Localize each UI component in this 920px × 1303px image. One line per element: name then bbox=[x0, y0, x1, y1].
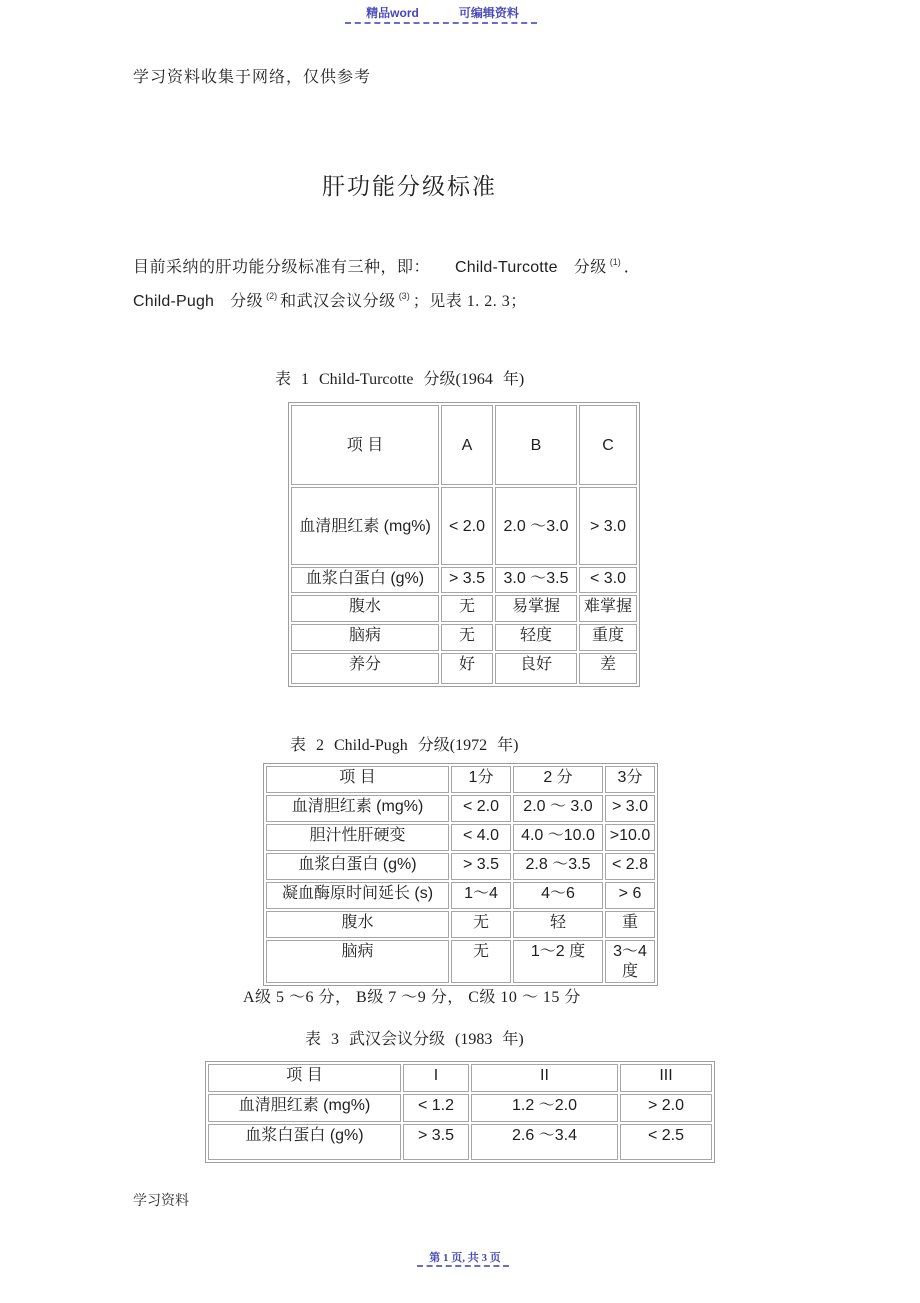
header-watermark bbox=[345, 4, 540, 21]
table-cell: 血浆白蛋白 (g%) bbox=[266, 853, 449, 880]
table-cell: < 2.0 bbox=[451, 795, 511, 822]
text-run: ；见表 1. 2. 3； bbox=[412, 293, 527, 310]
table-cell: 血浆白蛋白 (g%) bbox=[208, 1124, 401, 1160]
text-run: 目前采纳的肝功能分级标准有三种，即： bbox=[133, 259, 456, 276]
table-cell: 项 目 bbox=[266, 766, 449, 793]
superscript-ref: (2) bbox=[266, 291, 278, 301]
table-cell: > 3.5 bbox=[403, 1124, 469, 1160]
table-cell: < 2.5 bbox=[620, 1124, 712, 1160]
table-cell: < 3.0 bbox=[579, 567, 637, 593]
table-cell: 脑病 bbox=[291, 624, 439, 651]
table-cell: > 2.0 bbox=[620, 1094, 712, 1122]
table-row bbox=[291, 595, 637, 622]
text-run: ． bbox=[623, 259, 641, 276]
table-cell: II bbox=[471, 1064, 618, 1092]
table-cell: 4.0 ～10.0 bbox=[513, 824, 603, 851]
table-child-pugh bbox=[263, 763, 658, 986]
table-cell: 轻度 bbox=[495, 624, 577, 651]
table-cell: B bbox=[495, 405, 577, 485]
text-run: Child-Pugh bbox=[133, 293, 215, 310]
superscript-ref: (1) bbox=[609, 257, 621, 267]
table2-footnote: A级 5 ～6 分， B级 7 ～9 分， C级 10 ～ 15 分 bbox=[243, 989, 581, 1006]
table-cell: 3.0 ～3.5 bbox=[495, 567, 577, 593]
table-cell: < 2.0 bbox=[441, 487, 493, 565]
table-row bbox=[291, 487, 637, 565]
table-row bbox=[291, 405, 637, 485]
table-cell: 1.2 ～2.0 bbox=[471, 1094, 618, 1122]
table-cell: 重度 bbox=[579, 624, 637, 651]
intro-line-2 bbox=[133, 282, 813, 316]
table-cell: 2 分 bbox=[513, 766, 603, 793]
table-cell: 血清胆红素 (mg%) bbox=[291, 487, 439, 565]
table-cell: < 1.2 bbox=[403, 1094, 469, 1122]
table-cell: 1～4 bbox=[451, 882, 511, 909]
table-row bbox=[291, 653, 637, 684]
table-cell: 难掌握 bbox=[579, 595, 637, 622]
table-cell: 良好 bbox=[495, 653, 577, 684]
table-cell: 凝血酶原时间延长 (s) bbox=[266, 882, 449, 909]
table-cell: 无 bbox=[451, 940, 511, 983]
table-cell: >10.0 bbox=[605, 824, 655, 851]
top-note: 学习资料收集于网络，仅供参考 bbox=[133, 69, 372, 86]
table-cell: 无 bbox=[451, 911, 511, 938]
table-cell: 2.0 ～3.0 bbox=[495, 487, 577, 565]
table-cell: < 4.0 bbox=[451, 824, 511, 851]
table-row bbox=[266, 824, 655, 851]
table-cell: A bbox=[441, 405, 493, 485]
table-cell: 血清胆红素 (mg%) bbox=[208, 1094, 401, 1122]
table-row bbox=[291, 624, 637, 651]
text-run: 分级 bbox=[230, 293, 264, 310]
table-cell: 2.8 ～3.5 bbox=[513, 853, 603, 880]
intro-paragraph bbox=[133, 248, 813, 316]
table-child-turcotte bbox=[288, 402, 640, 687]
table-cell: 无 bbox=[441, 595, 493, 622]
table-cell: 易掌握 bbox=[495, 595, 577, 622]
table-cell: 血清胆红素 (mg%) bbox=[266, 795, 449, 822]
table-cell: I bbox=[403, 1064, 469, 1092]
table-row bbox=[291, 567, 637, 593]
table-cell: 3分 bbox=[605, 766, 655, 793]
table-cell: 养分 bbox=[291, 653, 439, 684]
table-cell: 1～2 度 bbox=[513, 940, 603, 983]
header-dashed-divider bbox=[345, 22, 537, 24]
intro-line-1 bbox=[133, 248, 813, 282]
table-cell: 2.0 ～ 3.0 bbox=[513, 795, 603, 822]
table-row bbox=[266, 940, 655, 983]
table-row bbox=[266, 853, 655, 880]
table-cell: 4～6 bbox=[513, 882, 603, 909]
table-cell: 项 目 bbox=[208, 1064, 401, 1092]
table-cell: 差 bbox=[579, 653, 637, 684]
table-cell: 好 bbox=[441, 653, 493, 684]
text-run: 和武汉会议分级 bbox=[280, 293, 396, 310]
page-number: 第 1 页, 共 3 页 bbox=[429, 1252, 501, 1264]
table1-caption: 表 1 Child-Turcotte 分级(1964 年) bbox=[275, 371, 525, 388]
footer-dashed-divider bbox=[417, 1265, 509, 1267]
table-cell: 重 bbox=[605, 911, 655, 938]
footer-note: 学习资料 bbox=[133, 1194, 189, 1209]
table-cell: 腹水 bbox=[291, 595, 439, 622]
table2-caption: 表 2 Child-Pugh 分级(1972 年) bbox=[290, 737, 519, 754]
table-row bbox=[266, 766, 655, 793]
table-row bbox=[208, 1064, 712, 1092]
watermark-right-text: 可编辑资料 bbox=[458, 6, 519, 20]
table-row bbox=[266, 911, 655, 938]
table3-caption: 表 3 武汉会议分级 (1983 年) bbox=[305, 1031, 524, 1048]
table-cell: > 6 bbox=[605, 882, 655, 909]
table-cell: 腹水 bbox=[266, 911, 449, 938]
table-cell: 项 目 bbox=[291, 405, 439, 485]
table-row bbox=[266, 882, 655, 909]
table-cell: > 3.0 bbox=[579, 487, 637, 565]
table-cell: 1分 bbox=[451, 766, 511, 793]
watermark-left-text: 精品word bbox=[366, 6, 419, 20]
table-cell: 脑病 bbox=[266, 940, 449, 983]
table-cell: C bbox=[579, 405, 637, 485]
table-cell: 轻 bbox=[513, 911, 603, 938]
page-title: 肝功能分级标准 bbox=[322, 174, 497, 199]
table-cell: 胆汁性肝硬变 bbox=[266, 824, 449, 851]
table-wuhan-conference bbox=[205, 1061, 715, 1163]
table-row bbox=[208, 1124, 712, 1160]
table-cell: 无 bbox=[441, 624, 493, 651]
table-cell: 3～4 度 bbox=[605, 940, 655, 983]
text-run: 分级 bbox=[573, 259, 607, 276]
superscript-ref: (3) bbox=[398, 291, 410, 301]
table-row bbox=[266, 795, 655, 822]
table-cell: > 3.0 bbox=[605, 795, 655, 822]
table-cell: < 2.8 bbox=[605, 853, 655, 880]
table-cell: 血浆白蛋白 (g%) bbox=[291, 567, 439, 593]
text-run: Child-Turcotte bbox=[455, 259, 558, 276]
table-cell: > 3.5 bbox=[441, 567, 493, 593]
table-cell: > 3.5 bbox=[451, 853, 511, 880]
table-cell: 2.6 ～3.4 bbox=[471, 1124, 618, 1160]
table-row bbox=[208, 1094, 712, 1122]
table-cell: III bbox=[620, 1064, 712, 1092]
